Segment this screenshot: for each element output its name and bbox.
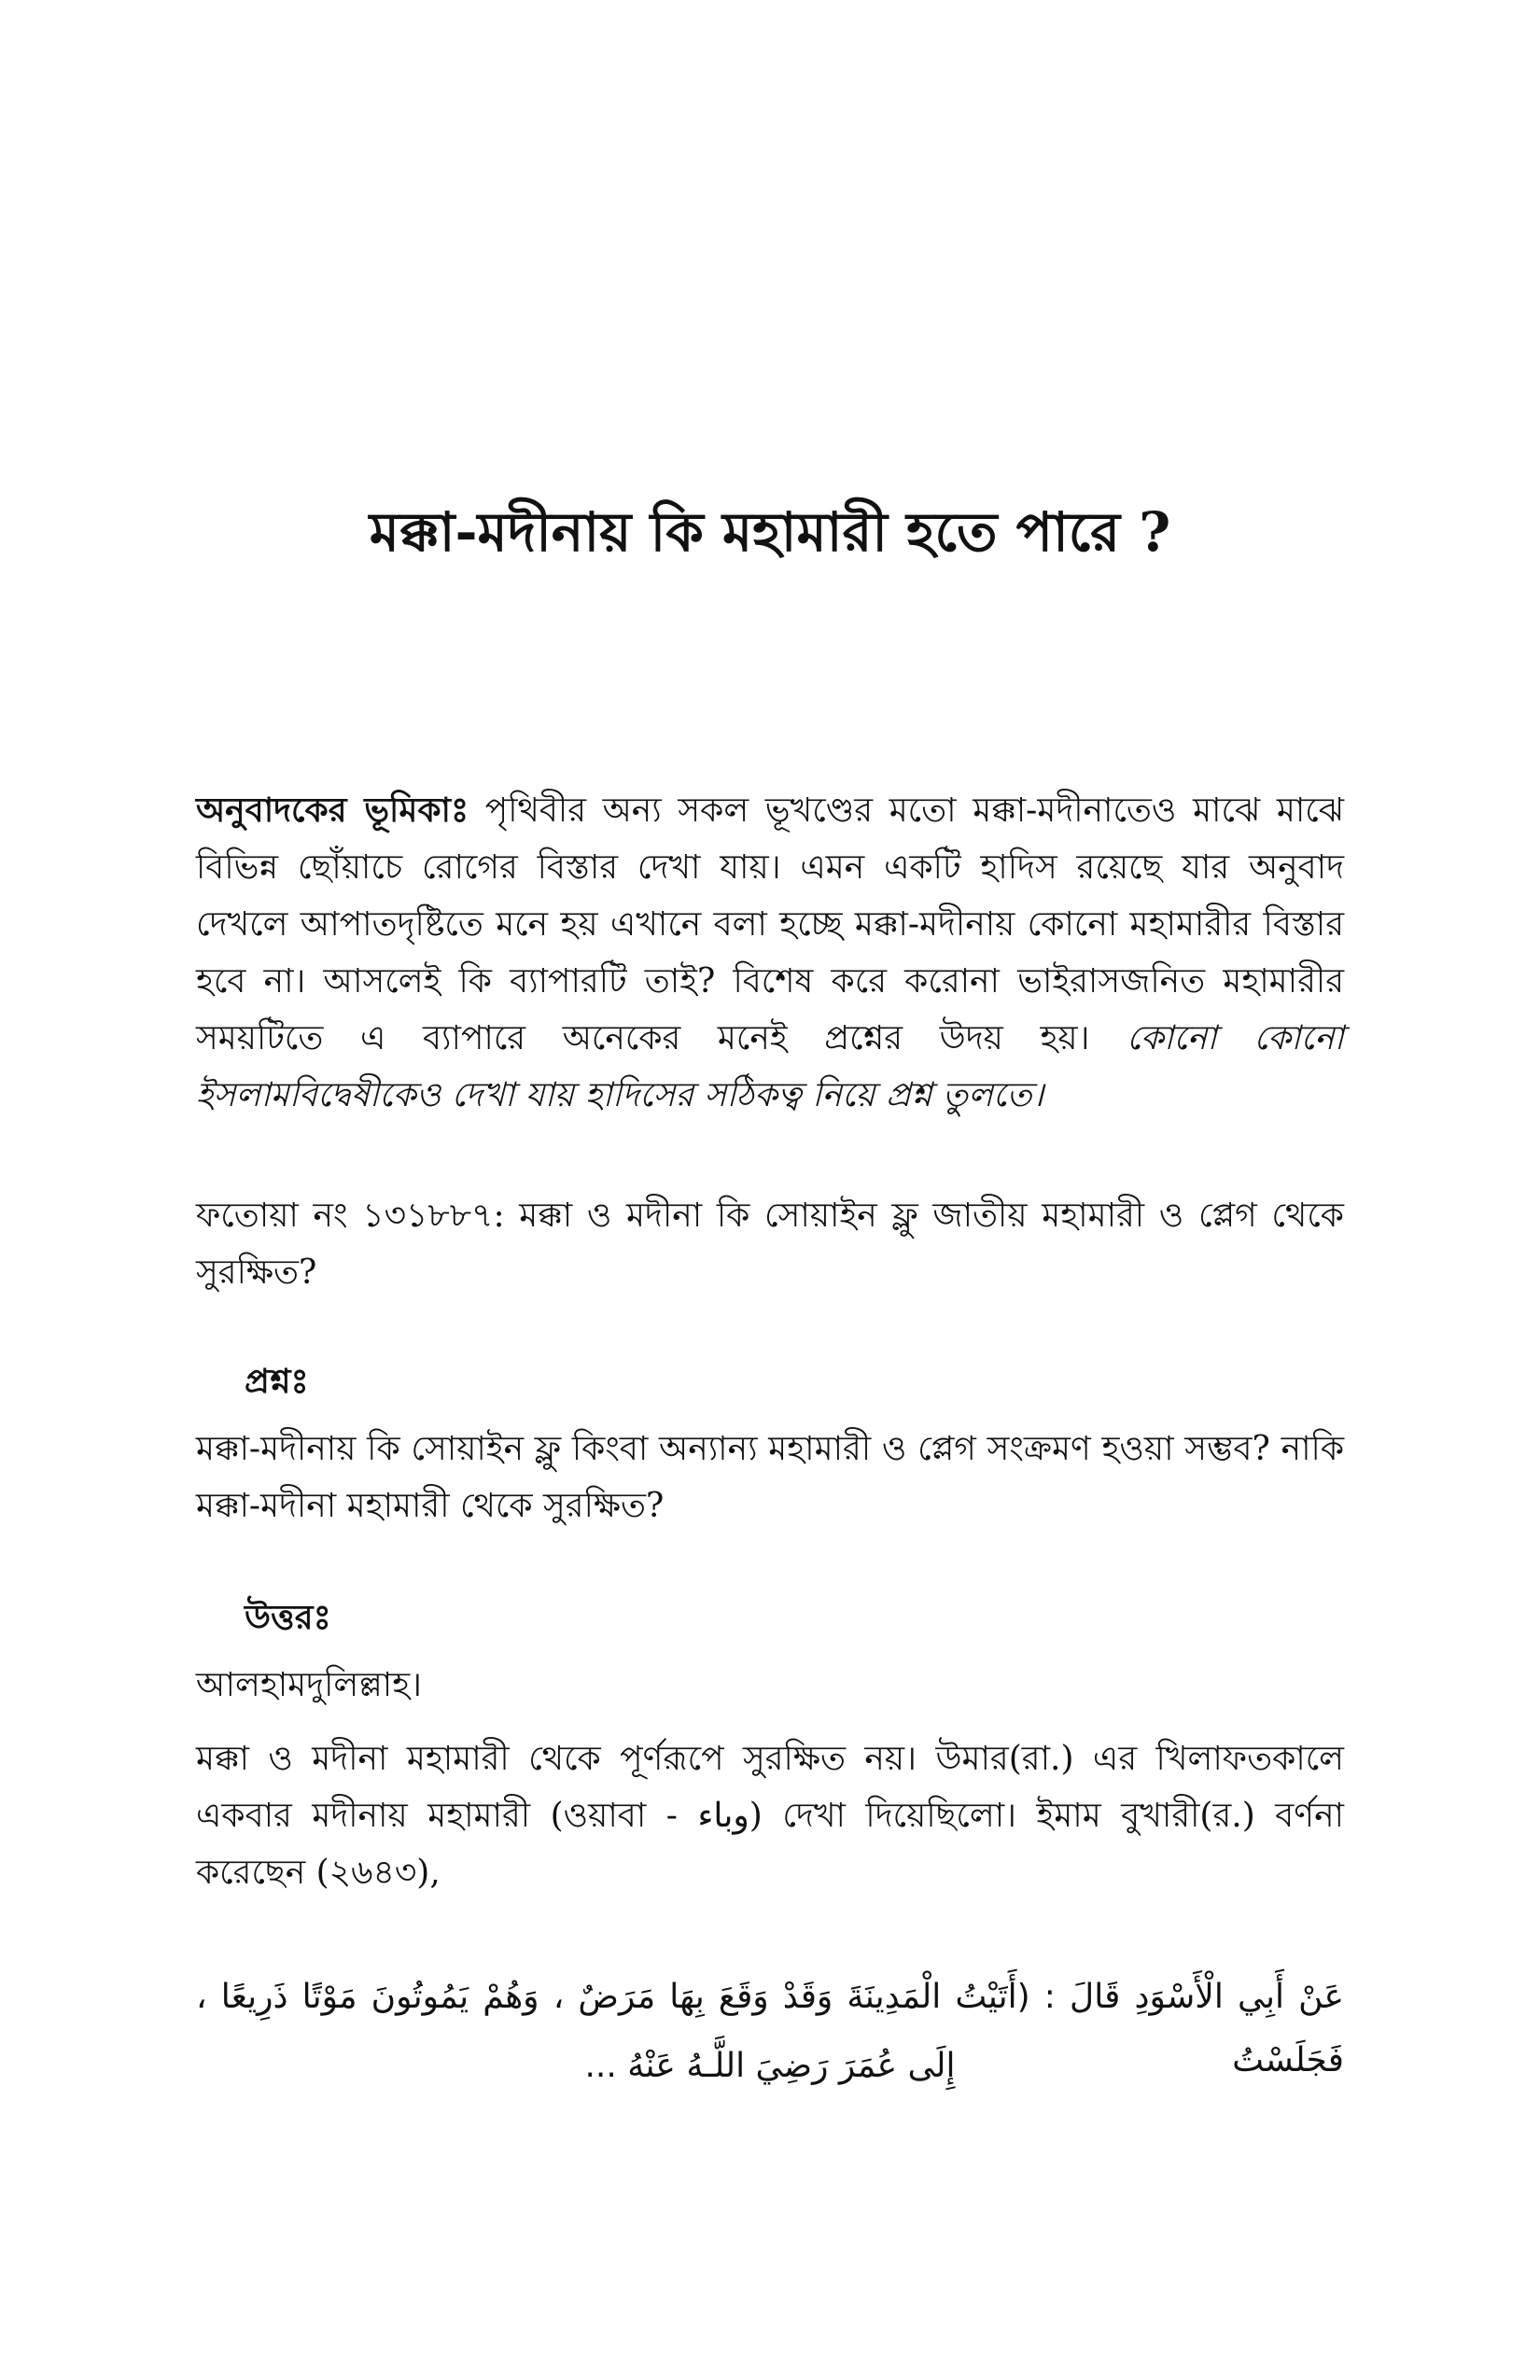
arabic-hadith-line-1: عَنْ أَبِي الْأَسْوَدِ قَالَ : (أَتَيْتُ الْمَدِينَةَ وَقَدْ وَقَعَ بِهَا مَرَضٌ ، وَهُمْ يَمُوتُونَ مَوْتًا ذَرِيعًا ، فَجَلَسْتُ (196, 1978, 1344, 2079)
answer-opening: আলহামদুলিল্লাহ। (196, 1666, 423, 1704)
question-heading: প্রশ্নঃ (245, 1362, 309, 1401)
page-title: মক্কা-মদীনায় কি মহামারী হতে পারে ? (369, 500, 1171, 564)
intro-paragraph (196, 782, 1344, 1124)
intro-italic-text: কোনো কোনো ইসলামবিদ্বেষীকেও দেখা যায় হাদিসের সঠিকত্ব নিয়ে প্রশ্ন তুলতে। (196, 1019, 1344, 1114)
fatwa-line: ফতোয়া নং ১৩১৮৮৭: মক্কা ও মদীনা কি সোয়াইন ফ্লু জাতীয় মহামারী ও প্লেগ থেকে সুরক্ষিত? (196, 1197, 1344, 1292)
question-text: মক্কা-মদীনায় কি সোয়াইন ফ্লু কিংবা অন্যান্য মহামারী ও প্লেগ সংক্রমণ হওয়া সম্ভব? নাকি মক্কা-মদীনা মহামারী থেকে সুরক্ষিত? (196, 1430, 1344, 1525)
intro-text: পৃথিবীর অন্য সকল ভূখণ্ডের মতো মক্কা-মদীনাতেও মাঝে মাঝে বিভিন্ন ছোঁয়াচে রোগের বিস্তার দেখা যায়। এমন একটি হাদিস রয়েছে যার অনুবাদ দেখলে আপাতদৃষ্টিতে মনে হয় এখানে বলা হচ্ছে মক্কা-মদীনায় কোনো মহামারীর বিস্তার হবে না। আসলেই কি ব্যাপারটি তাই? বিশেষ করে করোনা ভাইরাসজনিত মহামারীর সময়টিতে এ ব্যাপারে অনেকের মনেই প্রশ্নের উদয় হয়। (196, 791, 1344, 1057)
arabic-hadith-line-2: إِلَى عُمَرَ رَضِيَ اللَّـهُ عَنْهُ ... (584, 2047, 956, 2085)
answer-heading: উত্তরঃ (245, 1598, 331, 1637)
intro-lead: অনুবাদকের ভূমিকাঃ (196, 791, 469, 830)
answer-text: মক্কা ও মদীনা মহামারী থেকে পূর্ণরূপে সুরক্ষিত নয়। উমার(রা.) এর খিলাফতকালে একবার মদীনায় মহামারী (ওয়াবা - وباء) দেখা দিয়েছিলো। ইমাম বুখারী(র.) বর্ণনা করেছেন (২৬৪৩), (196, 1740, 1344, 1892)
